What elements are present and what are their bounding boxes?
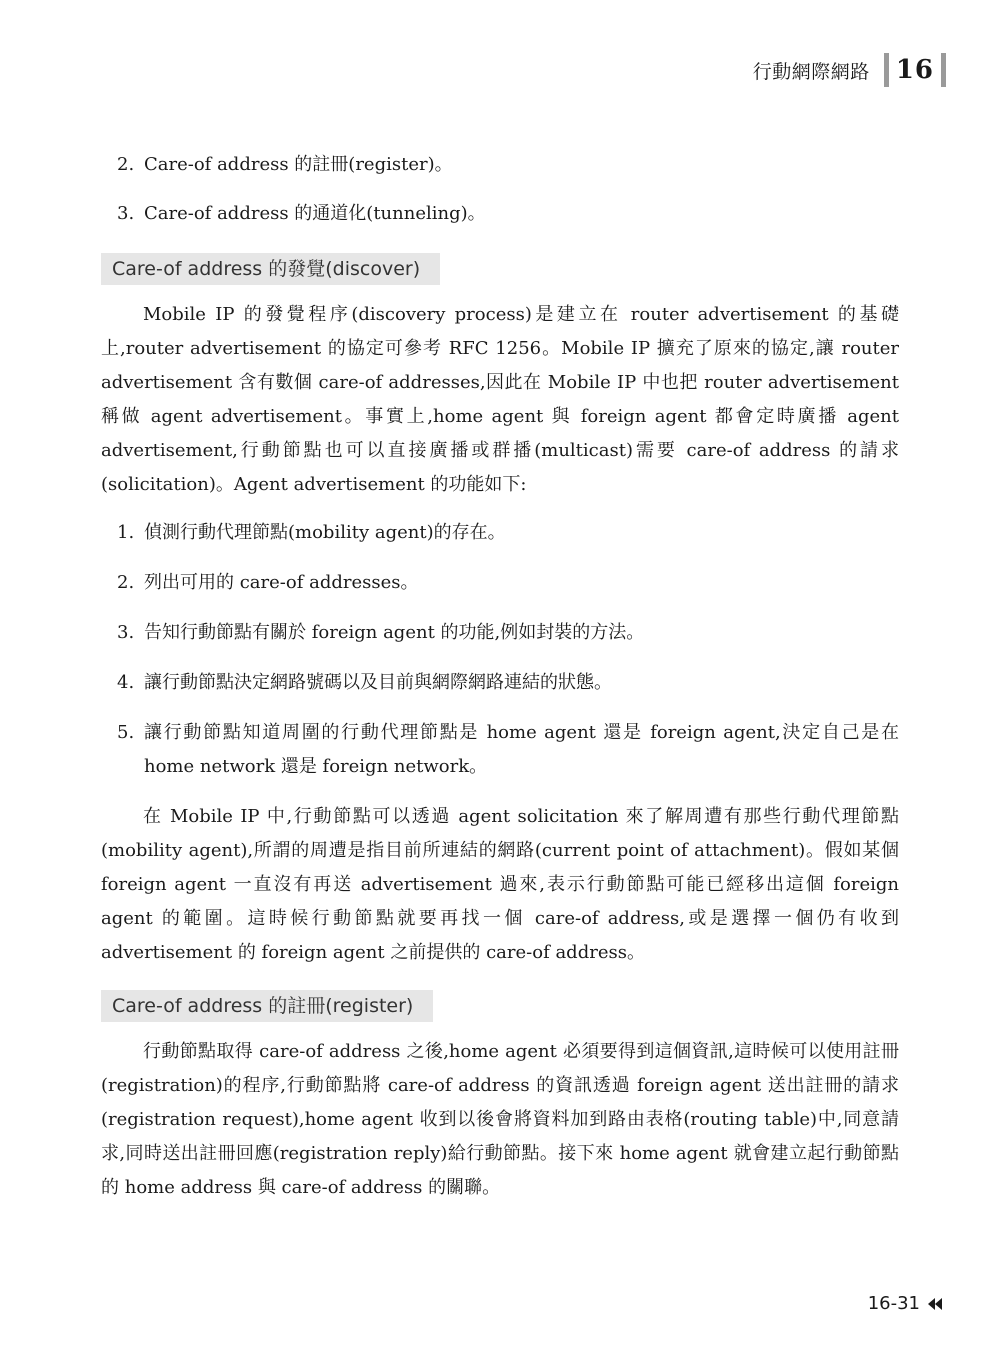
list-item [101,516,899,550]
list-item [101,197,899,231]
page-body [101,148,899,1205]
paragraph: 在 Mobile IP 中,行動節點可以透過 agent solicitation 來了解周遭有那些行動代理節點(mobility agent),所謂的周遭是指目前所連結的網路(current point of attachment)。假如某個 foreign agent 一直沒有再送 advertisement 過來,表示行動節點可能已經移出這個 foreign agent 的範圍。這時候行動節點就要再找一個 care-of address,或是選擇一個仍有收到 advertisement 的 foreign agent 之前提供的 care-of address。 [101,806,899,963]
list-text: 讓行動節點知道周圍的行動代理節點是 home agent 還是 foreign agent,決定自己是在 home network 還是 foreign network。 [144,722,899,777]
list-number: 4. [117,672,135,693]
chapter-title: 行動網際網路 [752,60,870,83]
list-item [101,566,899,600]
list-item [101,666,899,700]
list-number: 2. [117,572,135,593]
paragraph: Mobile IP 的發覺程序(discovery process)是建立在 router advertisement 的基礎上,router advertisement 的協定可參考 RFC 1256。Mobile IP 擴充了原來的協定,讓 router advertisement 含有數個 care-of addresses,因此在 Mobile IP 中也把 router advertisement 稱做 agent advertisement。事實上,home agent 與 foreign agent 都會定時廣播 agent advertisement,行動節點也可以直接廣播或群播(multicast)需要 care-of address 的請求(solicitation)。Agent advertisement 的功能如下: [101,304,899,495]
list-text: 列出可用的 care-of addresses。 [144,572,419,593]
list-number: 3. [117,622,135,643]
page-number: 16-31 [867,1293,920,1314]
page-footer [868,1293,942,1314]
double-left-arrow-icon [928,1298,942,1310]
list-number: 5. [117,722,135,743]
list-number: 1. [117,522,135,543]
list-text: 告知行動節點有關於 foreign agent 的功能,例如封裝的方法。 [144,622,645,643]
header-divider-right [941,53,946,87]
list-number: 2. [117,154,135,175]
chapter-number: 16 [895,55,934,85]
section-heading-discover: Care-of address 的發覺(discover) [101,253,440,285]
paragraph: 行動節點取得 care-of address 之後,home agent 必須要得到這個資訊,這時候可以使用註冊(registration)的程序,行動節點將 care-of address 的資訊透過 foreign agent 送出註冊的請求(registration request),home agent 收到以後會將資料加到路由表格(routing table)中,同意請求,同時送出註冊回應(registration reply)給行動節點。接下來 home agent 就會建立起行動節點的 home address 與 care-of address 的關聯。 [101,1041,899,1198]
list-item [101,716,899,784]
list-text: Care-of address 的註冊(register)。 [144,154,453,175]
section-heading-register: Care-of address 的註冊(register) [101,990,433,1022]
list-item [101,616,899,650]
list-text: 偵測行動代理節點(mobility agent)的存在。 [144,522,506,543]
list-item [101,148,899,182]
list-number: 3. [117,203,135,224]
header-divider [884,53,889,87]
list-text: Care-of address 的通道化(tunneling)。 [144,203,486,224]
list-text: 讓行動節點決定網路號碼以及目前與網際網路連結的狀態。 [144,672,612,693]
page-header [753,52,946,88]
